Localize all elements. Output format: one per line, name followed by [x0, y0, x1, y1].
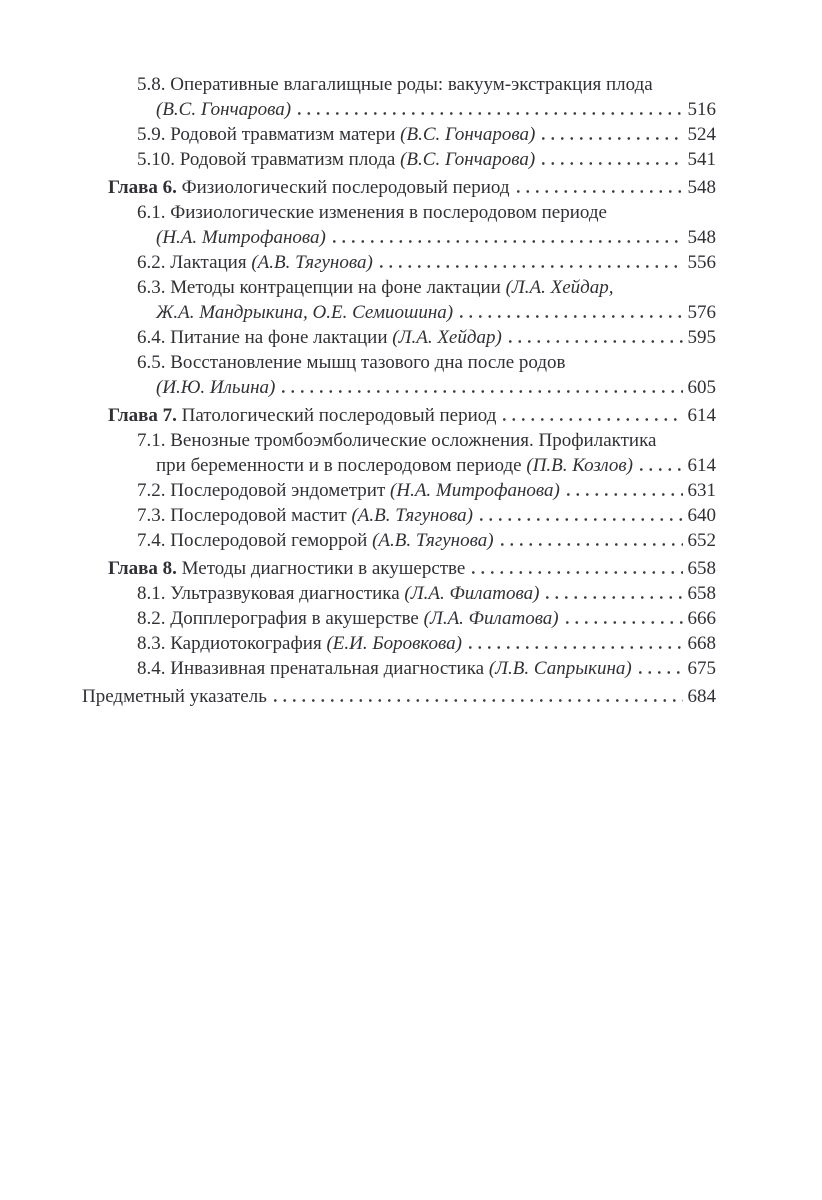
dot-leader — [298, 112, 682, 115]
dot-leader — [503, 418, 682, 421]
toc-entry — [82, 175, 716, 200]
toc-entry-text — [156, 300, 453, 325]
entry-title: 8.3. Кардиотокография — [137, 633, 327, 654]
toc-entry — [82, 606, 716, 631]
toc-entry — [82, 528, 716, 553]
toc-entry-text — [137, 503, 473, 528]
toc-entry — [82, 478, 716, 503]
toc-line — [137, 225, 716, 250]
author-name: Ж.А. Мандрыкина, О.Е. Семиошина) — [156, 302, 454, 323]
toc-entry — [82, 403, 716, 428]
page-number: 675 — [687, 658, 716, 679]
toc-line — [137, 72, 716, 97]
dot-leader — [469, 646, 683, 649]
toc-entry — [82, 147, 716, 172]
entry-title: Патологический послеродовый период — [176, 405, 497, 426]
toc-line — [137, 428, 716, 453]
entry-title: Предметный указатель — [82, 686, 267, 707]
dot-leader — [639, 671, 683, 674]
author-name: (В.С. Гончарова) — [400, 124, 536, 145]
author-name: (А.В. Тягунова) — [251, 252, 373, 273]
toc-entry-text — [137, 631, 462, 656]
toc-entry — [82, 250, 716, 275]
entry-title: 7.2. Послеродовой эндометрит — [137, 480, 391, 501]
dot-leader — [282, 390, 682, 393]
dot-leader — [460, 315, 682, 318]
dot-leader — [546, 596, 682, 599]
toc-line — [137, 631, 716, 656]
toc-entry-text — [137, 656, 632, 681]
author-name: (Л.А. Хейдар, — [505, 277, 614, 298]
page-number: 652 — [687, 530, 716, 551]
toc-entry — [82, 503, 716, 528]
toc-line — [137, 581, 716, 606]
entry-title: при беременности и в послеродовом периоде — [156, 455, 527, 476]
dot-leader — [480, 518, 683, 521]
dot-leader — [509, 340, 683, 343]
author-name: (Л.А. Филатова) — [404, 583, 540, 604]
dot-leader — [542, 137, 682, 140]
toc-entry — [82, 325, 716, 350]
entry-title: 7.1. Венозные тромбоэмболические осложнения. Профилактика — [137, 430, 657, 451]
page-number: 548 — [687, 227, 716, 248]
author-name: (Е.И. Боровкова) — [326, 633, 462, 654]
table-of-contents — [82, 72, 716, 709]
toc-entry-text — [137, 478, 560, 503]
author-name: (В.С. Гончарова) — [400, 149, 536, 170]
entry-title: Методы диагностики в акушерстве — [176, 558, 466, 579]
toc-entry — [82, 684, 716, 709]
page-number: 556 — [687, 252, 716, 273]
entry-title: 7.3. Послеродовой мастит — [137, 505, 352, 526]
page-number: 631 — [687, 480, 716, 501]
toc-entry — [82, 631, 716, 656]
page-number: 605 — [687, 377, 716, 398]
page-number: 595 — [687, 327, 716, 348]
page-number: 658 — [687, 583, 716, 604]
dot-leader — [640, 468, 683, 471]
entry-title: 6.4. Питание на фоне лактации — [137, 327, 393, 348]
dot-leader — [542, 162, 682, 165]
entry-title: 6.2. Лактация — [137, 252, 252, 273]
toc-line — [137, 528, 716, 553]
author-name: (Л.А. Филатова) — [423, 608, 559, 629]
author-name: (Н.А. Митрофанова) — [156, 227, 326, 248]
toc-line — [137, 250, 716, 275]
entry-title: 6.1. Физиологические изменения в послеродовом периоде — [137, 202, 607, 223]
page-number: 658 — [687, 558, 716, 579]
chapter-label: Глава 8. — [108, 558, 177, 579]
dot-leader — [274, 699, 683, 702]
page-number: 684 — [687, 686, 716, 707]
toc-entry — [82, 200, 716, 250]
chapter-label: Глава 7. — [108, 405, 177, 426]
entry-title: 8.2. Допплерография в акушерстве — [137, 608, 424, 629]
author-name: (А.В. Тягунова) — [351, 505, 473, 526]
toc-entry-text — [137, 122, 535, 147]
toc-entry-text — [108, 556, 465, 581]
page-number: 524 — [687, 124, 716, 145]
toc-entry-text — [137, 428, 656, 453]
entry-title: 8.1. Ультразвуковая диагностика — [137, 583, 405, 604]
page-number: 516 — [687, 99, 716, 120]
dot-leader — [380, 265, 683, 268]
entry-title: 5.8. Оперативные влагалищные роды: вакуум-экстракция плода — [137, 74, 653, 95]
toc-line — [137, 122, 716, 147]
toc-entry-text — [137, 350, 566, 375]
page-number: 576 — [687, 302, 716, 323]
page-number: 668 — [687, 633, 716, 654]
toc-entry — [82, 581, 716, 606]
page-number: 541 — [687, 149, 716, 170]
toc-line — [137, 478, 716, 503]
toc-entry — [82, 350, 716, 400]
page-number: 614 — [687, 405, 716, 426]
dot-leader — [517, 190, 683, 193]
author-name: (И.Ю. Ильина) — [156, 377, 276, 398]
toc-entry-text — [156, 453, 633, 478]
toc-entry — [82, 428, 716, 478]
toc-line — [137, 350, 716, 375]
toc-line — [137, 606, 716, 631]
toc-entry-text — [137, 147, 535, 172]
toc-line — [137, 200, 716, 225]
toc-entry-text — [137, 72, 653, 97]
page-number: 614 — [687, 455, 716, 476]
chapter-label: Глава 6. — [108, 177, 177, 198]
author-name: (Л.А. Хейдар) — [392, 327, 502, 348]
toc-line — [108, 403, 716, 428]
toc-entry — [82, 122, 716, 147]
entry-title: 8.4. Инвазивная пренатальная диагностика — [137, 658, 489, 679]
entry-title: 6.5. Восстановление мышц тазового дна после родов — [137, 352, 566, 373]
toc-line — [108, 556, 716, 581]
toc-entry-text — [137, 250, 373, 275]
entry-title: 5.9. Родовой травматизм матери — [137, 124, 401, 145]
toc-line — [137, 453, 716, 478]
toc-entry-text — [137, 581, 539, 606]
toc-entry-text — [137, 528, 494, 553]
entry-title: 5.10. Родовой травматизм плода — [137, 149, 401, 170]
author-name: (П.В. Козлов) — [526, 455, 633, 476]
author-name: (А.В. Тягунова) — [372, 530, 494, 551]
toc-line — [137, 275, 716, 300]
toc-line — [137, 97, 716, 122]
toc-entry — [82, 656, 716, 681]
dot-leader — [566, 621, 683, 624]
toc-line — [137, 503, 716, 528]
dot-leader — [567, 493, 683, 496]
toc-entry — [82, 556, 716, 581]
toc-line — [137, 300, 716, 325]
dot-leader — [472, 571, 682, 574]
author-name: (Н.А. Митрофанова) — [390, 480, 560, 501]
page-number: 666 — [687, 608, 716, 629]
toc-line — [137, 656, 716, 681]
toc-line — [137, 325, 716, 350]
toc-entry-text — [137, 325, 502, 350]
toc-entry-text — [156, 225, 326, 250]
toc-entry-text — [137, 606, 559, 631]
toc-line — [82, 684, 716, 709]
page-number: 548 — [687, 177, 716, 198]
toc-line — [137, 147, 716, 172]
toc-entry-text — [108, 403, 496, 428]
dot-leader — [501, 543, 683, 546]
toc-entry-text — [82, 684, 267, 709]
author-name: (Л.В. Сапрыкина) — [488, 658, 632, 679]
dot-leader — [333, 240, 683, 243]
toc-line — [137, 375, 716, 400]
toc-entry-text — [156, 375, 275, 400]
author-name: (В.С. Гончарова) — [156, 99, 292, 120]
toc-entry-text — [156, 97, 291, 122]
toc-entry — [82, 275, 716, 325]
entry-title: Физиологический послеродовый период — [176, 177, 510, 198]
toc-entry-text — [137, 275, 614, 300]
page-number: 640 — [687, 505, 716, 526]
entry-title: 6.3. Методы контрацепции на фоне лактации — [137, 277, 506, 298]
toc-line — [108, 175, 716, 200]
toc-entry-text — [108, 175, 510, 200]
toc-entry — [82, 72, 716, 122]
toc-entry-text — [137, 200, 607, 225]
entry-title: 7.4. Послеродовой геморрой — [137, 530, 373, 551]
